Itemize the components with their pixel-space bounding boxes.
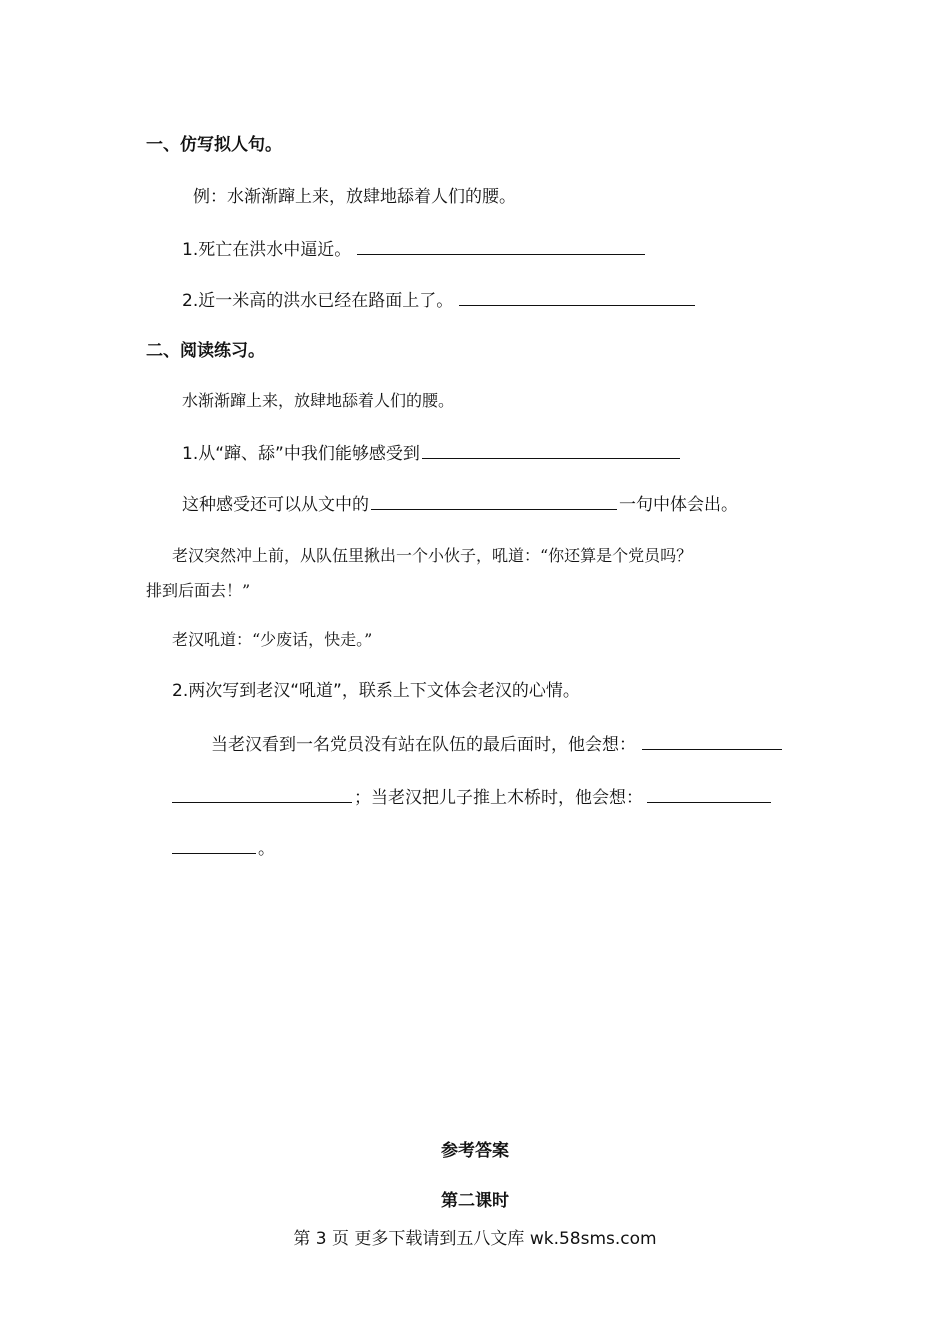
- section-2-question-1-text: 1.从“蹿、舔”中我们能够感受到: [182, 444, 420, 464]
- section-2-question-2: 2.两次写到老汉“吼道”，联系上下文体会老汉的心情。: [172, 681, 580, 701]
- section-2-title: 二、阅读练习。: [146, 341, 265, 361]
- section-2-question-2-answer-end: 。: [258, 839, 275, 859]
- section-2-question-2-answer-line-3: [172, 836, 275, 861]
- section-1-title: 一、仿写拟人句。: [146, 135, 282, 155]
- answer-blank-4[interactable]: [371, 492, 617, 510]
- reading-passage-2-line-2: 排到后面去！”: [146, 581, 251, 600]
- section-1-question-1: [182, 237, 645, 262]
- section-2-question-2-answer-line-2: [172, 785, 771, 810]
- answer-blank-1[interactable]: [357, 237, 645, 255]
- answer-blank-2[interactable]: [459, 288, 695, 306]
- section-1-question-1-text: 1.死亡在洪水中逼近。: [182, 240, 352, 260]
- reading-passage-1: 水渐渐蹿上来，放肆地舔着人们的腰。: [182, 391, 455, 410]
- answer-blank-3[interactable]: [422, 441, 680, 459]
- section-2-question-1-cont-a: 这种感受还可以从文中的: [182, 495, 369, 515]
- section-2-question-2-answer-a: 当老汉看到一名党员没有站在队伍的最后面时，他会想：: [211, 735, 636, 755]
- answer-blank-7[interactable]: [647, 785, 771, 803]
- answers-subtitle: 第二课时: [441, 1191, 509, 1211]
- reading-passage-3: 老汉吼道：“少废话，快走。”: [172, 630, 373, 649]
- section-2-question-1-continued: [182, 492, 738, 517]
- answer-blank-6[interactable]: [172, 785, 352, 803]
- answer-blank-5[interactable]: [642, 732, 782, 750]
- section-1-question-2-text: 2.近一米高的洪水已经在路面上了。: [182, 291, 454, 311]
- page-footer: 第 3 页 更多下载请到五八文库 wk.58sms.com: [293, 1229, 657, 1249]
- section-1-example: 例：水渐渐蹿上来，放肆地舔着人们的腰。: [193, 187, 516, 207]
- section-2-question-1: [182, 441, 680, 466]
- answer-blank-8[interactable]: [172, 836, 256, 854]
- reading-passage-2-line-1: 老汉突然冲上前，从队伍里揪出一个小伙子，吼道：“你还算是个党员吗？: [172, 546, 693, 565]
- section-1-question-2: [182, 288, 695, 313]
- section-2-question-2-answer-b: ；当老汉把儿子推上木桥时，他会想：: [354, 788, 643, 808]
- section-2-question-2-answer-line-1: [211, 732, 782, 757]
- answers-title: 参考答案: [441, 1141, 509, 1161]
- section-2-question-1-cont-b: 一句中体会出。: [619, 495, 738, 515]
